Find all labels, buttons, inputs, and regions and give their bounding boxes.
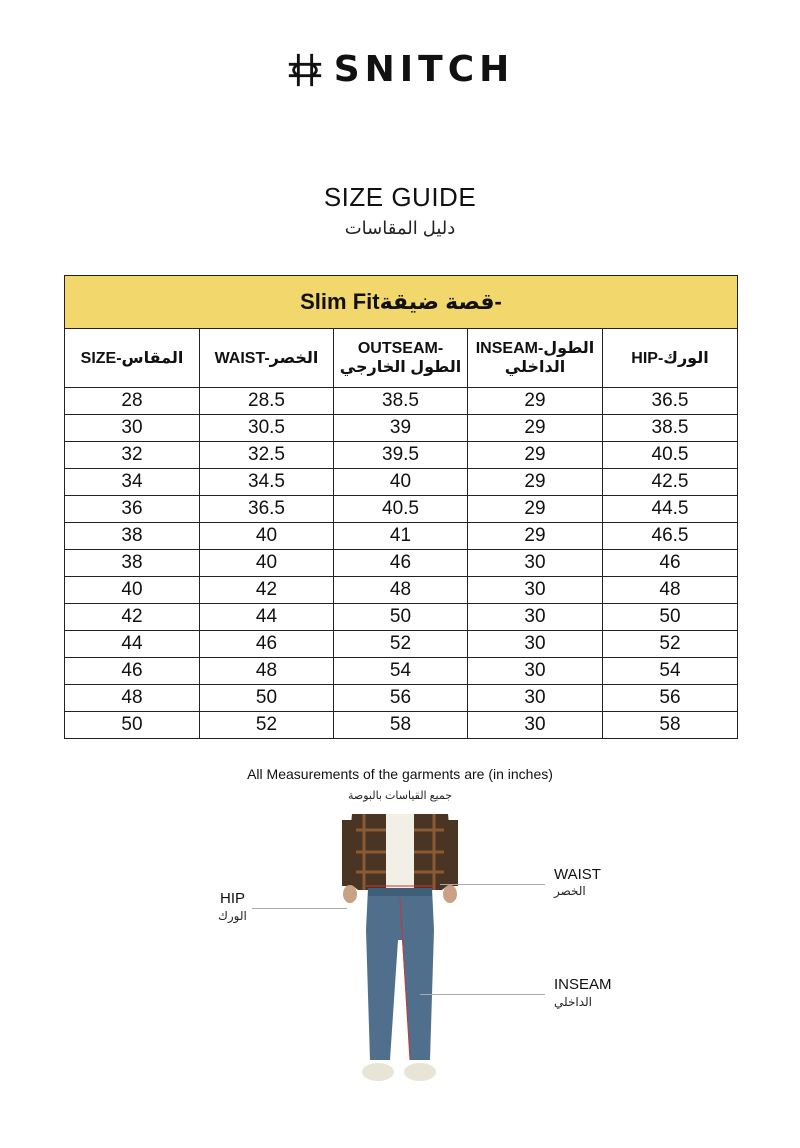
inseam-label-arabic: الداخلي [554, 995, 593, 1009]
table-cell: 30 [468, 631, 603, 658]
table-cell: 30 [65, 415, 200, 442]
size-table [64, 275, 738, 739]
table-cell: 41 [334, 523, 468, 550]
page-title-arabic: دليل المقاسات [344, 218, 456, 238]
column-header-line: WAIST-الخصر [214, 349, 319, 367]
table-cell: 39.5 [334, 442, 468, 469]
table-row [65, 469, 738, 496]
table-cell: 46 [65, 658, 200, 685]
table-cell: 40 [200, 550, 334, 577]
table-cell: 42 [200, 577, 334, 604]
table-cell: 30 [468, 712, 603, 739]
table-cell: 30 [468, 577, 603, 604]
table-cell: 38 [65, 523, 200, 550]
table-cell: 56 [334, 685, 468, 712]
table-cell: 29 [468, 415, 603, 442]
inseam-pointer-line [420, 994, 545, 995]
column-headers [65, 329, 738, 388]
table-row [65, 523, 738, 550]
table-row [65, 415, 738, 442]
hip-pointer-line [252, 908, 347, 909]
table-cell: 36.5 [603, 388, 738, 415]
column-header-line: الداخلي [504, 359, 566, 376]
hip-label-arabic: الورك [218, 909, 247, 923]
table-cell: 50 [65, 712, 200, 739]
table-row [65, 388, 738, 415]
table-cell: 40 [65, 577, 200, 604]
column-header [200, 329, 334, 388]
table-cell: 29 [468, 442, 603, 469]
inseam-label: INSEAM [554, 976, 612, 993]
table-cell: 36 [65, 496, 200, 523]
waist-label: WAIST [554, 866, 601, 883]
waist-label-arabic: الخصر [554, 884, 586, 898]
table-cell: 54 [603, 658, 738, 685]
table-cell: 44 [65, 631, 200, 658]
table-cell: 39 [334, 415, 468, 442]
table-cell: 52 [603, 631, 738, 658]
column-header [334, 329, 468, 388]
column-header-line: OUTSEAM- [357, 340, 444, 357]
table-cell: 58 [603, 712, 738, 739]
measurement-note: All Measurements of the garments are (in inches) [247, 766, 553, 782]
table-row [65, 658, 738, 685]
table-cell: 29 [468, 388, 603, 415]
brand-name: SNITCH [333, 49, 515, 90]
table-cell: 40.5 [603, 442, 738, 469]
table-cell: 52 [200, 712, 334, 739]
table-cell: 30 [468, 604, 603, 631]
measurement-note-arabic: جميع القياسات بالبوصة [347, 790, 453, 802]
table-cell: 44.5 [603, 496, 738, 523]
table-cell: 38 [65, 550, 200, 577]
table-row [65, 685, 738, 712]
table-cell: 44 [200, 604, 334, 631]
table-cell: 32.5 [200, 442, 334, 469]
table-cell: 38.5 [334, 388, 468, 415]
table-cell: 46 [200, 631, 334, 658]
table-cell: 46 [334, 550, 468, 577]
table-cell: 48 [603, 577, 738, 604]
table-cell: 40 [200, 523, 334, 550]
table-cell: 28 [65, 388, 200, 415]
table-cell: 48 [65, 685, 200, 712]
table-cell: 50 [603, 604, 738, 631]
table-row [65, 496, 738, 523]
table-cell: 40.5 [334, 496, 468, 523]
table-cell: 29 [468, 523, 603, 550]
hip-label: HIP [220, 890, 246, 907]
table-cell: 30 [468, 658, 603, 685]
table-row [65, 442, 738, 469]
waist-pointer-line [440, 884, 545, 885]
model-figure [330, 810, 470, 1090]
table-body [65, 388, 738, 739]
table-row [65, 577, 738, 604]
table-cell: 34 [65, 469, 200, 496]
table-row [65, 631, 738, 658]
column-header-line: INSEAM-الطول [475, 340, 595, 357]
table-cell: 50 [334, 604, 468, 631]
table-cell: 30.5 [200, 415, 334, 442]
brand-logo [0, 48, 800, 92]
page-title: SIZE GUIDE [323, 182, 477, 212]
table-cell: 48 [200, 658, 334, 685]
table-cell: 54 [334, 658, 468, 685]
table-cell: 32 [65, 442, 200, 469]
table-cell: 38.5 [603, 415, 738, 442]
table-cell: 29 [468, 496, 603, 523]
table-cell: 48 [334, 577, 468, 604]
table-cell: 42 [65, 604, 200, 631]
table-cell: 58 [334, 712, 468, 739]
table-row [65, 712, 738, 739]
column-header [468, 329, 603, 388]
table-cell: 30 [468, 685, 603, 712]
fit-title: Slim Fitقصة ضيقة- [65, 276, 738, 329]
snitch-logo-icon [286, 51, 324, 89]
table-cell: 28.5 [200, 388, 334, 415]
table-cell: 34.5 [200, 469, 334, 496]
column-header-line: الطول الخارجي [339, 359, 462, 376]
table-cell: 42.5 [603, 469, 738, 496]
table-cell: 29 [468, 469, 603, 496]
table-cell: 52 [334, 631, 468, 658]
column-header [603, 329, 738, 388]
table-cell: 30 [468, 550, 603, 577]
column-header-line: HIP-الورك [631, 349, 709, 367]
column-header-line: SIZE-المقاس [80, 349, 184, 367]
table-cell: 46 [603, 550, 738, 577]
table-row [65, 550, 738, 577]
column-header [65, 329, 200, 388]
table-cell: 46.5 [603, 523, 738, 550]
table-cell: 40 [334, 469, 468, 496]
table-row [65, 604, 738, 631]
table-cell: 56 [603, 685, 738, 712]
table-cell: 50 [200, 685, 334, 712]
table-cell: 36.5 [200, 496, 334, 523]
